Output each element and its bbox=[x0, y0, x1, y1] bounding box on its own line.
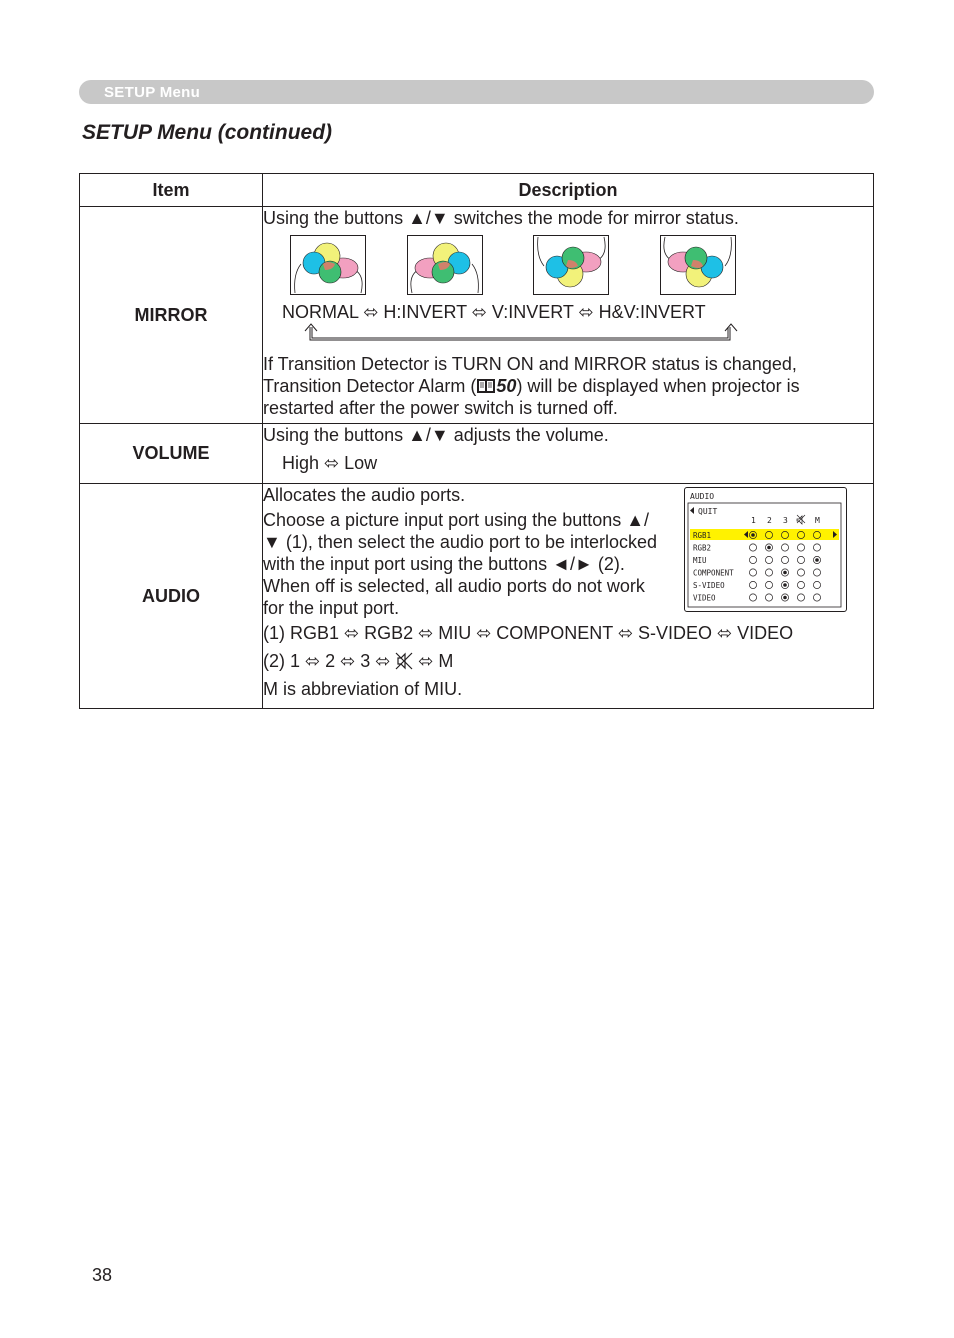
osd-quit: QUIT bbox=[698, 507, 718, 516]
osd-radio[interactable] bbox=[765, 594, 772, 601]
osd-radio[interactable] bbox=[765, 556, 772, 563]
table-row-volume bbox=[80, 424, 874, 484]
osd-radio-selected-dot bbox=[783, 583, 787, 587]
osd-row-label: MIU bbox=[693, 556, 707, 565]
audio-osd-screenshot bbox=[684, 487, 847, 612]
osd-radio[interactable] bbox=[797, 569, 804, 576]
desc-audio bbox=[263, 484, 874, 709]
osd-column-header: 2 bbox=[767, 516, 772, 525]
osd-row[interactable] bbox=[693, 569, 821, 578]
page-title: SETUP Menu (continued) bbox=[82, 121, 333, 144]
osd-radio[interactable] bbox=[813, 594, 820, 601]
mirror-normal-image bbox=[290, 235, 366, 295]
mirror-h-invert-image bbox=[407, 235, 483, 295]
mirror-note-start: If Transition Detector is TURN ON and MIRROR status is changed, Transition Detector Alarm ( bbox=[263, 354, 797, 396]
audio-mute-icon bbox=[395, 652, 413, 670]
page-number: 38 bbox=[92, 1265, 113, 1285]
osd-row[interactable] bbox=[693, 544, 821, 553]
table-row-audio bbox=[80, 484, 874, 709]
osd-radio-selected-dot bbox=[767, 546, 771, 550]
audio-abbrev-note: M is abbreviation of MIU. bbox=[263, 679, 463, 699]
mirror-note bbox=[263, 353, 873, 419]
audio-input-sequence: (1) RGB1 ⬄ RGB2 ⬄ MIU ⬄ COMPONENT ⬄ S-VIDEO ⬄ VIDEO bbox=[263, 623, 794, 643]
desc-volume bbox=[263, 424, 874, 484]
osd-column-header: M bbox=[815, 516, 820, 525]
book-reference-icon bbox=[476, 378, 496, 394]
osd-left-arrow-icon bbox=[690, 507, 694, 514]
osd-radio[interactable] bbox=[765, 581, 772, 588]
osd-title: AUDIO bbox=[690, 492, 715, 501]
desc-mirror bbox=[263, 207, 874, 424]
column-header-item: Item bbox=[80, 174, 263, 207]
audio-osd-drawing bbox=[685, 488, 846, 611]
osd-column-header: 3 bbox=[783, 516, 788, 525]
osd-radio[interactable] bbox=[813, 544, 820, 551]
osd-radio[interactable] bbox=[781, 544, 788, 551]
osd-row-label: S-VIDEO bbox=[693, 581, 725, 590]
setup-menu-table bbox=[79, 173, 874, 709]
osd-radio-selected-dot bbox=[783, 571, 787, 575]
osd-row[interactable] bbox=[693, 581, 821, 590]
page-reference: 50 bbox=[496, 376, 517, 396]
volume-instruction: Using the buttons ▲/▼ adjusts the volume. bbox=[263, 425, 609, 445]
item-mirror: MIRROR bbox=[80, 207, 263, 424]
osd-row-label: RGB2 bbox=[693, 543, 712, 553]
osd-radio[interactable] bbox=[749, 594, 756, 601]
audio-port-sequence bbox=[263, 650, 873, 672]
audio-instructions: Choose a picture input port using the buttons ▲/▼ (1), then select the audio port to be interlocked with the input port using the buttons ◄/► (2). When off is selected, all audio ports do not work for the input port. bbox=[263, 510, 658, 618]
item-volume: VOLUME bbox=[80, 424, 263, 484]
audio-intro: Allocates the audio ports. bbox=[263, 485, 466, 505]
osd-radio[interactable] bbox=[813, 581, 820, 588]
mirror-diagrams bbox=[263, 235, 873, 297]
volume-sequence: High ⬄ Low bbox=[282, 453, 378, 473]
osd-mute-column-icon bbox=[797, 515, 805, 524]
osd-radio-selected-dot bbox=[783, 596, 787, 600]
audio-wrap bbox=[263, 484, 873, 700]
osd-row[interactable] bbox=[693, 594, 821, 603]
osd-radio[interactable] bbox=[797, 594, 804, 601]
osd-radio-selected-dot bbox=[815, 558, 819, 562]
loop-arrow-icon bbox=[289, 323, 749, 345]
table-header-row bbox=[80, 174, 874, 207]
osd-radio[interactable] bbox=[749, 556, 756, 563]
osd-column-header: 1 bbox=[751, 516, 756, 525]
section-label: SETUP Menu bbox=[104, 84, 201, 101]
osd-radio[interactable] bbox=[749, 544, 756, 551]
osd-radio[interactable] bbox=[813, 569, 820, 576]
osd-radio[interactable] bbox=[765, 569, 772, 576]
audio-port-sequence-start: (2) 1 ⬄ 2 ⬄ 3 ⬄ bbox=[263, 651, 396, 671]
column-header-description: Description bbox=[263, 174, 874, 207]
mirror-sequence: NORMAL ⬄ H:INVERT ⬄ V:INVERT ⬄ H&V:INVERT bbox=[282, 302, 706, 322]
osd-radio-selected-dot bbox=[751, 533, 755, 537]
mirror-note-end: ) will be displayed when projector is restarted after the power switch is turned off. bbox=[263, 376, 800, 418]
osd-radio[interactable] bbox=[781, 556, 788, 563]
osd-radio[interactable] bbox=[797, 544, 804, 551]
mirror-hv-invert-image bbox=[660, 235, 736, 295]
osd-radio[interactable] bbox=[797, 581, 804, 588]
osd-row-label: VIDEO bbox=[693, 593, 716, 603]
table-row-mirror bbox=[80, 207, 874, 424]
osd-radio[interactable] bbox=[797, 556, 804, 563]
osd-row-label: COMPONENT bbox=[693, 568, 734, 578]
section-header-bar bbox=[79, 80, 874, 104]
osd-row[interactable] bbox=[690, 529, 839, 540]
osd-row-label: RGB1 bbox=[693, 531, 712, 540]
osd-row[interactable] bbox=[693, 556, 821, 565]
osd-radio[interactable] bbox=[749, 569, 756, 576]
item-audio: AUDIO bbox=[80, 484, 263, 709]
mirror-loop-arrow bbox=[263, 323, 873, 347]
mirror-v-invert-image bbox=[533, 235, 609, 295]
osd-radio[interactable] bbox=[749, 581, 756, 588]
mirror-instruction: Using the buttons ▲/▼ switches the mode for mirror status. bbox=[263, 208, 739, 228]
audio-port-sequence-end: ⬄ M bbox=[413, 651, 454, 671]
